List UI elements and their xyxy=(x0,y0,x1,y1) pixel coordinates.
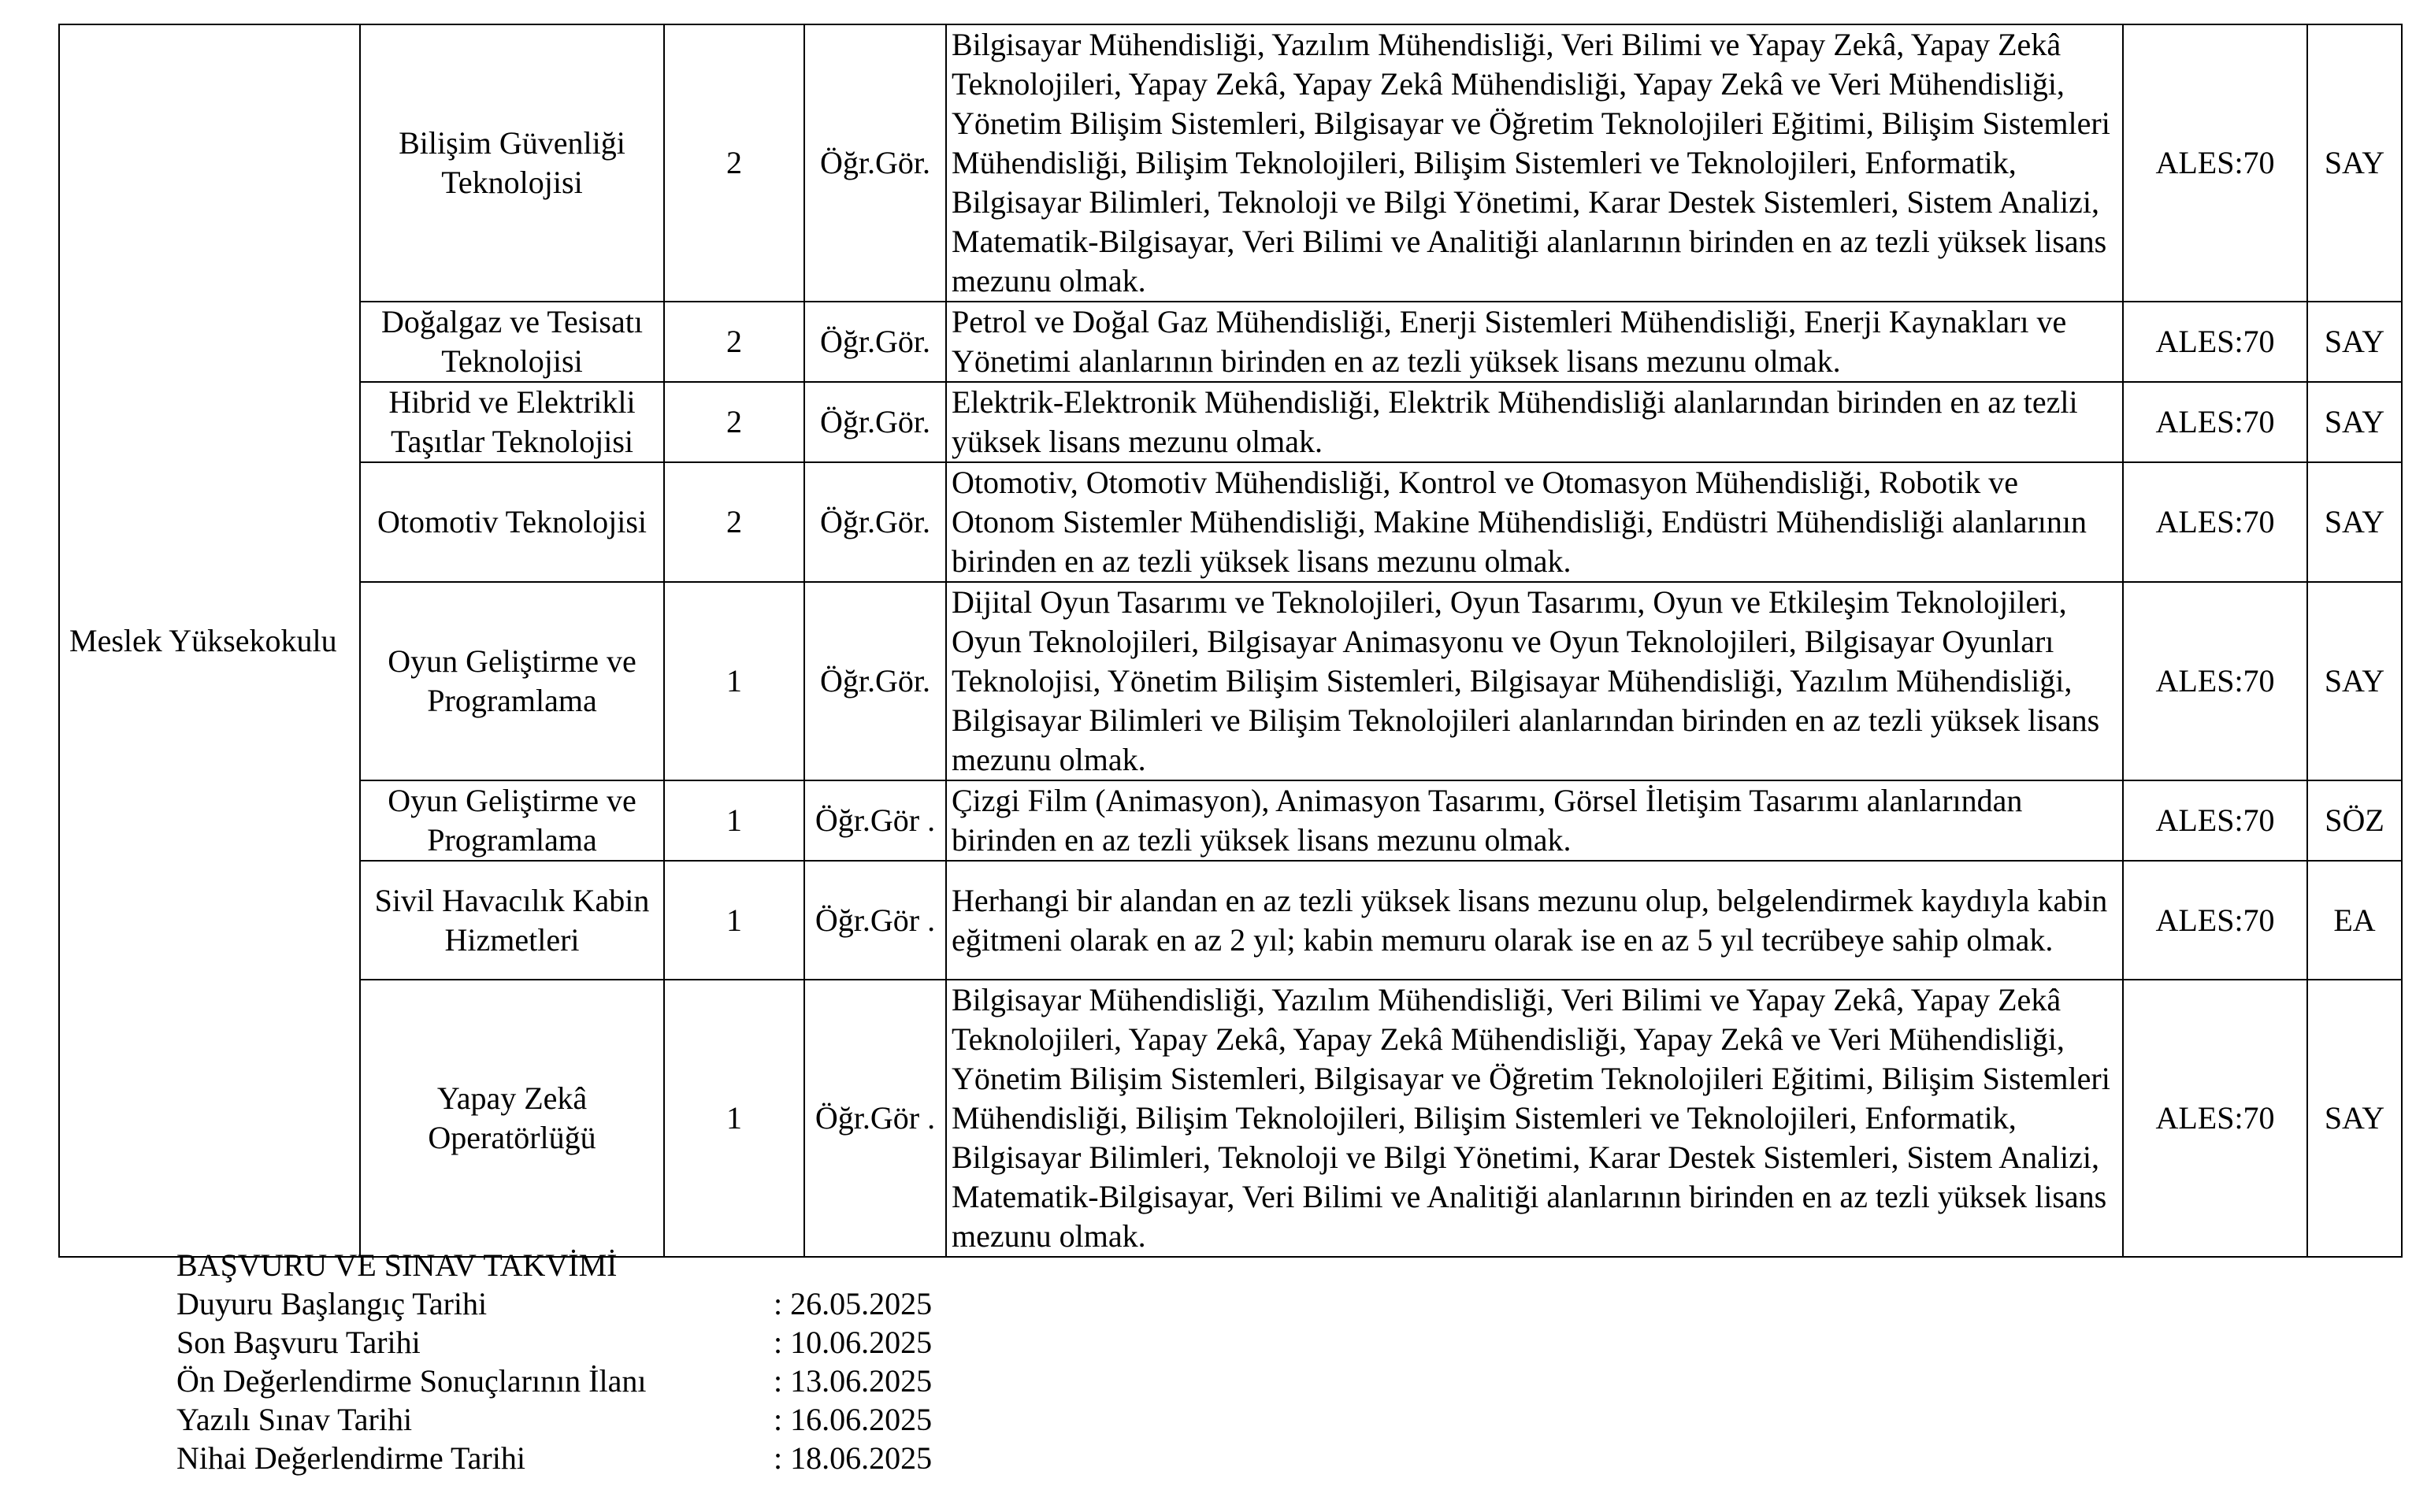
calendar-date: : 18.06.2025 xyxy=(774,1440,933,1476)
count-cell: 1 xyxy=(664,582,804,780)
calendar-date: : 26.05.2025 xyxy=(774,1286,933,1321)
qualification-cell: Bilgisayar Mühendisliği, Yazılım Mühendisliği, Veri Bilimi ve Yapay Zekâ, Yapay Zekâ Teknolojileri, Yapay Zekâ, Yapay Zekâ Mühendisliği, Yapay Zekâ ve Veri Mühendisliği, Yönetim Bilişim Sistemleri, Bilgisayar ve Öğretim Teknolojileri Eğitimi, Bilişim Sistemleri Mühendisliği, Bilişim Teknolojileri, Bilişim Sistemleri ve Teknolojileri, Enformatik, Bilgisayar Bilimleri, Teknoloji ve Bilgi Yönetimi, Karar Destek Sistemleri, Sistem Analizi, Matematik-Bilgisayar, Veri Bilimi ve Analitiği alanlarının birinden en az tezli yüksek lisans mezunu olmak. xyxy=(946,980,2123,1257)
calendar-label: Yazılı Sınav Tarihi xyxy=(176,1402,413,1437)
calendar-row xyxy=(176,1323,932,1362)
score-type-cell: SAY xyxy=(2307,462,2402,582)
title-cell: Öğr.Gör. xyxy=(804,462,946,582)
program-cell: Oyun Geliştirme ve Programlama xyxy=(360,780,664,861)
program-cell: Doğalgaz ve Tesisatı Teknolojisi xyxy=(360,302,664,382)
table-row xyxy=(59,302,2402,382)
ales-cell: ALES:70 xyxy=(2123,861,2307,980)
qualification-cell: Dijital Oyun Tasarımı ve Teknolojileri, Oyun Tasarımı, Oyun ve Etkileşim Teknolojileri, Oyun Teknolojileri, Bilgisayar Animasyonu ve Oyun Teknolojileri, Bilgisayar Oyunları Teknolojisi, Yönetim Bilişim Sistemleri, Bilgisayar Mühendisliği, Yazılım Mühendisliği, Bilgisayar Bilimleri ve Bilişim Teknolojileri alanlarından birinden en az tezli yüksek lisans mezunu olmak. xyxy=(946,582,2123,780)
count-cell: 2 xyxy=(664,24,804,302)
count-cell: 2 xyxy=(664,382,804,462)
ales-cell: ALES:70 xyxy=(2123,980,2307,1257)
title-cell: Öğr.Gör. xyxy=(804,582,946,780)
score-type-cell: SAY xyxy=(2307,24,2402,302)
table-row xyxy=(59,780,2402,861)
count-cell: 1 xyxy=(664,780,804,861)
ales-cell: ALES:70 xyxy=(2123,462,2307,582)
title-cell: Öğr.Gör . xyxy=(804,780,946,861)
calendar-date: : 16.06.2025 xyxy=(774,1402,933,1437)
calendar-label: Ön Değerlendirme Sonuçlarının İlanı xyxy=(176,1363,647,1399)
title-cell: Öğr.Gör. xyxy=(804,302,946,382)
program-cell: Bilişim Güvenliği Teknolojisi xyxy=(360,24,664,302)
count-cell: 2 xyxy=(664,302,804,382)
table-row xyxy=(59,980,2402,1257)
count-cell: 1 xyxy=(664,980,804,1257)
score-type-cell: SAY xyxy=(2307,582,2402,780)
calendar-row xyxy=(176,1362,932,1400)
score-type-cell: SAY xyxy=(2307,980,2402,1257)
ales-cell: ALES:70 xyxy=(2123,382,2307,462)
qualification-cell: Herhangi bir alandan en az tezli yüksek lisans mezunu olup, belgelendirmek kaydıyla kabin eğitmeni olarak en az 2 yıl; kabin memuru olarak ise en az 5 yıl tecrübeye sahip olmak. xyxy=(946,861,2123,980)
calendar-label: Nihai Değerlendirme Tarihi xyxy=(176,1440,525,1476)
score-type-cell: EA xyxy=(2307,861,2402,980)
ales-cell: ALES:70 xyxy=(2123,780,2307,861)
program-cell: Yapay Zekâ Operatörlüğü xyxy=(360,980,664,1257)
score-type-cell: SAY xyxy=(2307,302,2402,382)
ales-cell: ALES:70 xyxy=(2123,24,2307,302)
program-cell: Oyun Geliştirme ve Programlama xyxy=(360,582,664,780)
calendar-row xyxy=(176,1400,932,1439)
score-type-cell: SÖZ xyxy=(2307,780,2402,861)
ales-cell: ALES:70 xyxy=(2123,302,2307,382)
title-cell: Öğr.Gör . xyxy=(804,980,946,1257)
positions-table xyxy=(58,24,2403,1258)
ales-cell: ALES:70 xyxy=(2123,582,2307,780)
qualification-cell: Otomotiv, Otomotiv Mühendisliği, Kontrol ve Otomasyon Mühendisliği, Robotik ve Otonom Sistemler Mühendisliği, Makine Mühendisliği, Endüstri Mühendisliği alanlarının birinden en az tezli yüksek lisans mezunu olmak. xyxy=(946,462,2123,582)
calendar-row xyxy=(176,1439,932,1477)
qualification-cell: Çizgi Film (Animasyon), Animasyon Tasarımı, Görsel İletişim Tasarımı alanlarından birinden en az tezli yüksek lisans mezunu olmak. xyxy=(946,780,2123,861)
title-cell: Öğr.Gör. xyxy=(804,24,946,302)
qualification-cell: Petrol ve Doğal Gaz Mühendisliği, Enerji Sistemleri Mühendisliği, Enerji Kaynakları ve Yönetimi alanlarının birinden en az tezli yüksek lisans mezunu olmak. xyxy=(946,302,2123,382)
calendar-label: Son Başvuru Tarihi xyxy=(176,1325,421,1360)
title-cell: Öğr.Gör . xyxy=(804,861,946,980)
calendar-label: Duyuru Başlangıç Tarihi xyxy=(176,1286,488,1321)
qualification-cell: Bilgisayar Mühendisliği, Yazılım Mühendisliği, Veri Bilimi ve Yapay Zekâ, Yapay Zekâ Teknolojileri, Yapay Zekâ, Yapay Zekâ Mühendisliği, Yapay Zekâ ve Veri Mühendisliği, Yönetim Bilişim Sistemleri, Bilgisayar ve Öğretim Teknolojileri Eğitimi, Bilişim Sistemleri Mühendisliği, Bilişim Teknolojileri, Bilişim Sistemleri ve Teknolojileri, Enformatik, Bilgisayar Bilimleri, Teknoloji ve Bilgi Yönetimi, Karar Destek Sistemleri, Sistem Analizi, Matematik-Bilgisayar, Veri Bilimi ve Analitiği alanlarının birinden en az tezli yüksek lisans mezunu olmak. xyxy=(946,24,2123,302)
program-cell: Sivil Havacılık Kabin Hizmetleri xyxy=(360,861,664,980)
calendar-date: : 13.06.2025 xyxy=(774,1363,933,1399)
calendar-row xyxy=(176,1284,932,1323)
table-row xyxy=(59,861,2402,980)
table-row xyxy=(59,382,2402,462)
table-row xyxy=(59,24,2402,302)
program-cell: Otomotiv Teknolojisi xyxy=(360,462,664,582)
application-calendar xyxy=(176,1246,932,1477)
title-cell: Öğr.Gör. xyxy=(804,382,946,462)
faculty-cell: Meslek Yüksekokulu xyxy=(59,24,360,1257)
table-row xyxy=(59,462,2402,582)
qualification-cell: Elektrik-Elektronik Mühendisliği, Elektrik Mühendisliği alanlarından birinden en az tezli yüksek lisans mezunu olmak. xyxy=(946,382,2123,462)
count-cell: 2 xyxy=(664,462,804,582)
count-cell: 1 xyxy=(664,861,804,980)
score-type-cell: SAY xyxy=(2307,382,2402,462)
calendar-date: : 10.06.2025 xyxy=(774,1325,933,1360)
table-row xyxy=(59,582,2402,780)
program-cell: Hibrid ve Elektrikli Taşıtlar Teknolojisi xyxy=(360,382,664,462)
calendar-heading: BAŞVURU VE SINAV TAKVİMİ xyxy=(176,1247,618,1283)
